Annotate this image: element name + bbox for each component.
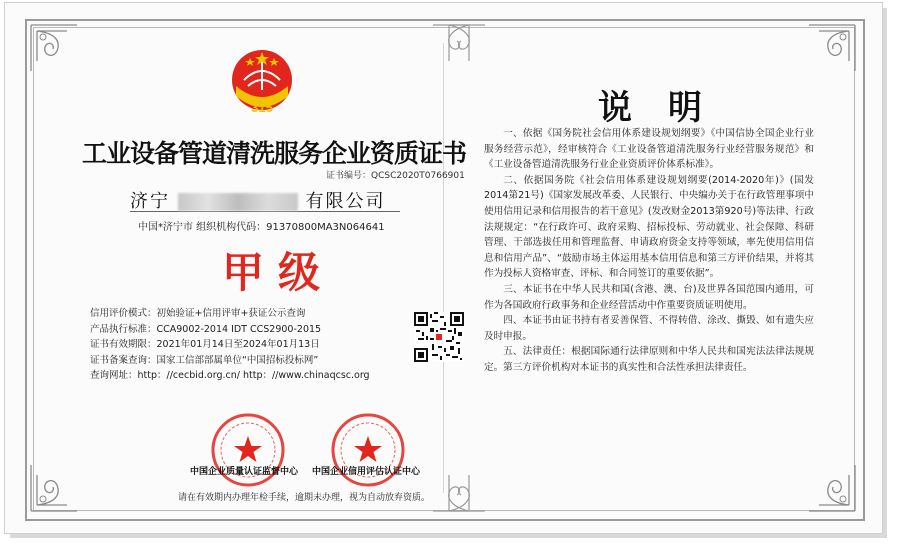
company-name-left: 济宁 [130, 191, 170, 212]
info-row: 查询网址：http：//cecbid.org.cn/ http：//www.chinaqcsc.org [90, 370, 370, 381]
corner-ornament-icon [27, 455, 87, 515]
footer-note: 请在有效期内办理年检手续，逾期未办理，视为自动放弃资质。 [178, 493, 431, 503]
info-row: 产品执行标准：CCA9002-2014 IDT CCS2900-2015 [90, 323, 322, 335]
info-list [90, 306, 370, 384]
org-code-line: 中国*济宁市 组织机构代码：91370800MA3N064641 [138, 222, 385, 233]
explanation-paragraph: 四、本证书由证书持有者妥善保管、不得转借、涂改、撕毁、如有遗失应及时申报。 [484, 315, 814, 342]
explanation-paragraph: 二、依据国务院《社会信用体系建设规划纲要(2014-2020年)》(国发2014第21号)《国家发展改革委、人民银行、中央编办关于在行政管理事项中使用信用记录和信用报告的若干意见》(发改财金2013第920号)等法律、行政法规规定：“在行政许可、政府采购、招标投标、劳动就业、社会保障、科研管理、干部选拔任用和管理监督、申请政府资金支持等领域，率先使用信用信息和信用产品”、“鼓励市场主体运用基本信用信息和第三方评价结果，并将其作为投标人资格审查、评标、和合同签订的重要依据”。 [484, 174, 814, 280]
explanation-body [484, 126, 814, 376]
company-name [130, 187, 400, 212]
seal-label: 中国企业信用评估认证中心 [312, 467, 421, 477]
certificate-title: 工业设备管道清洗服务企业资质证书 [82, 139, 467, 168]
emblem-number: 315 [251, 100, 273, 115]
corner-ornament-icon [799, 455, 859, 515]
corner-ornament-icon [445, 21, 505, 81]
explanation-paragraph: 一、依据《国务院社会信用体系建设规划纲要》《中国信协全国企业行业服务经营示范》，经审核符合《工业设备管道清洗服务行业经营服务规范》和《工业设备管道清洗服务行业企业资质评价体系标准》。 [484, 128, 814, 171]
center-divider [443, 43, 444, 493]
info-row: 信用评价模式：初始验证+信用评审+获证公示查询 [90, 308, 306, 319]
explanation-title: 说明 [598, 88, 738, 128]
certificate-number: 证书编号：QCSC2020T0766901 [326, 171, 465, 181]
explanation-paragraph: 三、本证书在中华人民共和国(含港、澳、台)及世界各国范围内通用，可作为各国政府行政事务和企业经营活动中作重要资质证明使用。 [484, 283, 814, 311]
corner-ornament-icon [445, 455, 505, 515]
corner-ornament-icon [799, 21, 859, 81]
company-name-right: 有限公司 [305, 191, 386, 212]
grade-label: 甲级 [222, 248, 335, 297]
info-row: 证书有效期限：2021年01月14日至2024年01月13日 [90, 339, 320, 350]
seal-label: 中国企业质量认证监督中心 [190, 467, 299, 477]
info-row: 证书备案查询：国家工信部部属单位“中国招标投标网” [90, 354, 319, 366]
redacted-block [178, 193, 298, 211]
qr-code-icon [414, 312, 464, 362]
explanation-paragraph: 五、法律责任：根据国际通行法律原则和中华人民共和国宪法法律法规规定。第三方评价机构对本证书的真实性和合法性承担法律责任。 [484, 346, 814, 373]
corner-ornament-icon [27, 21, 87, 81]
emblem-315-icon [226, 46, 298, 118]
